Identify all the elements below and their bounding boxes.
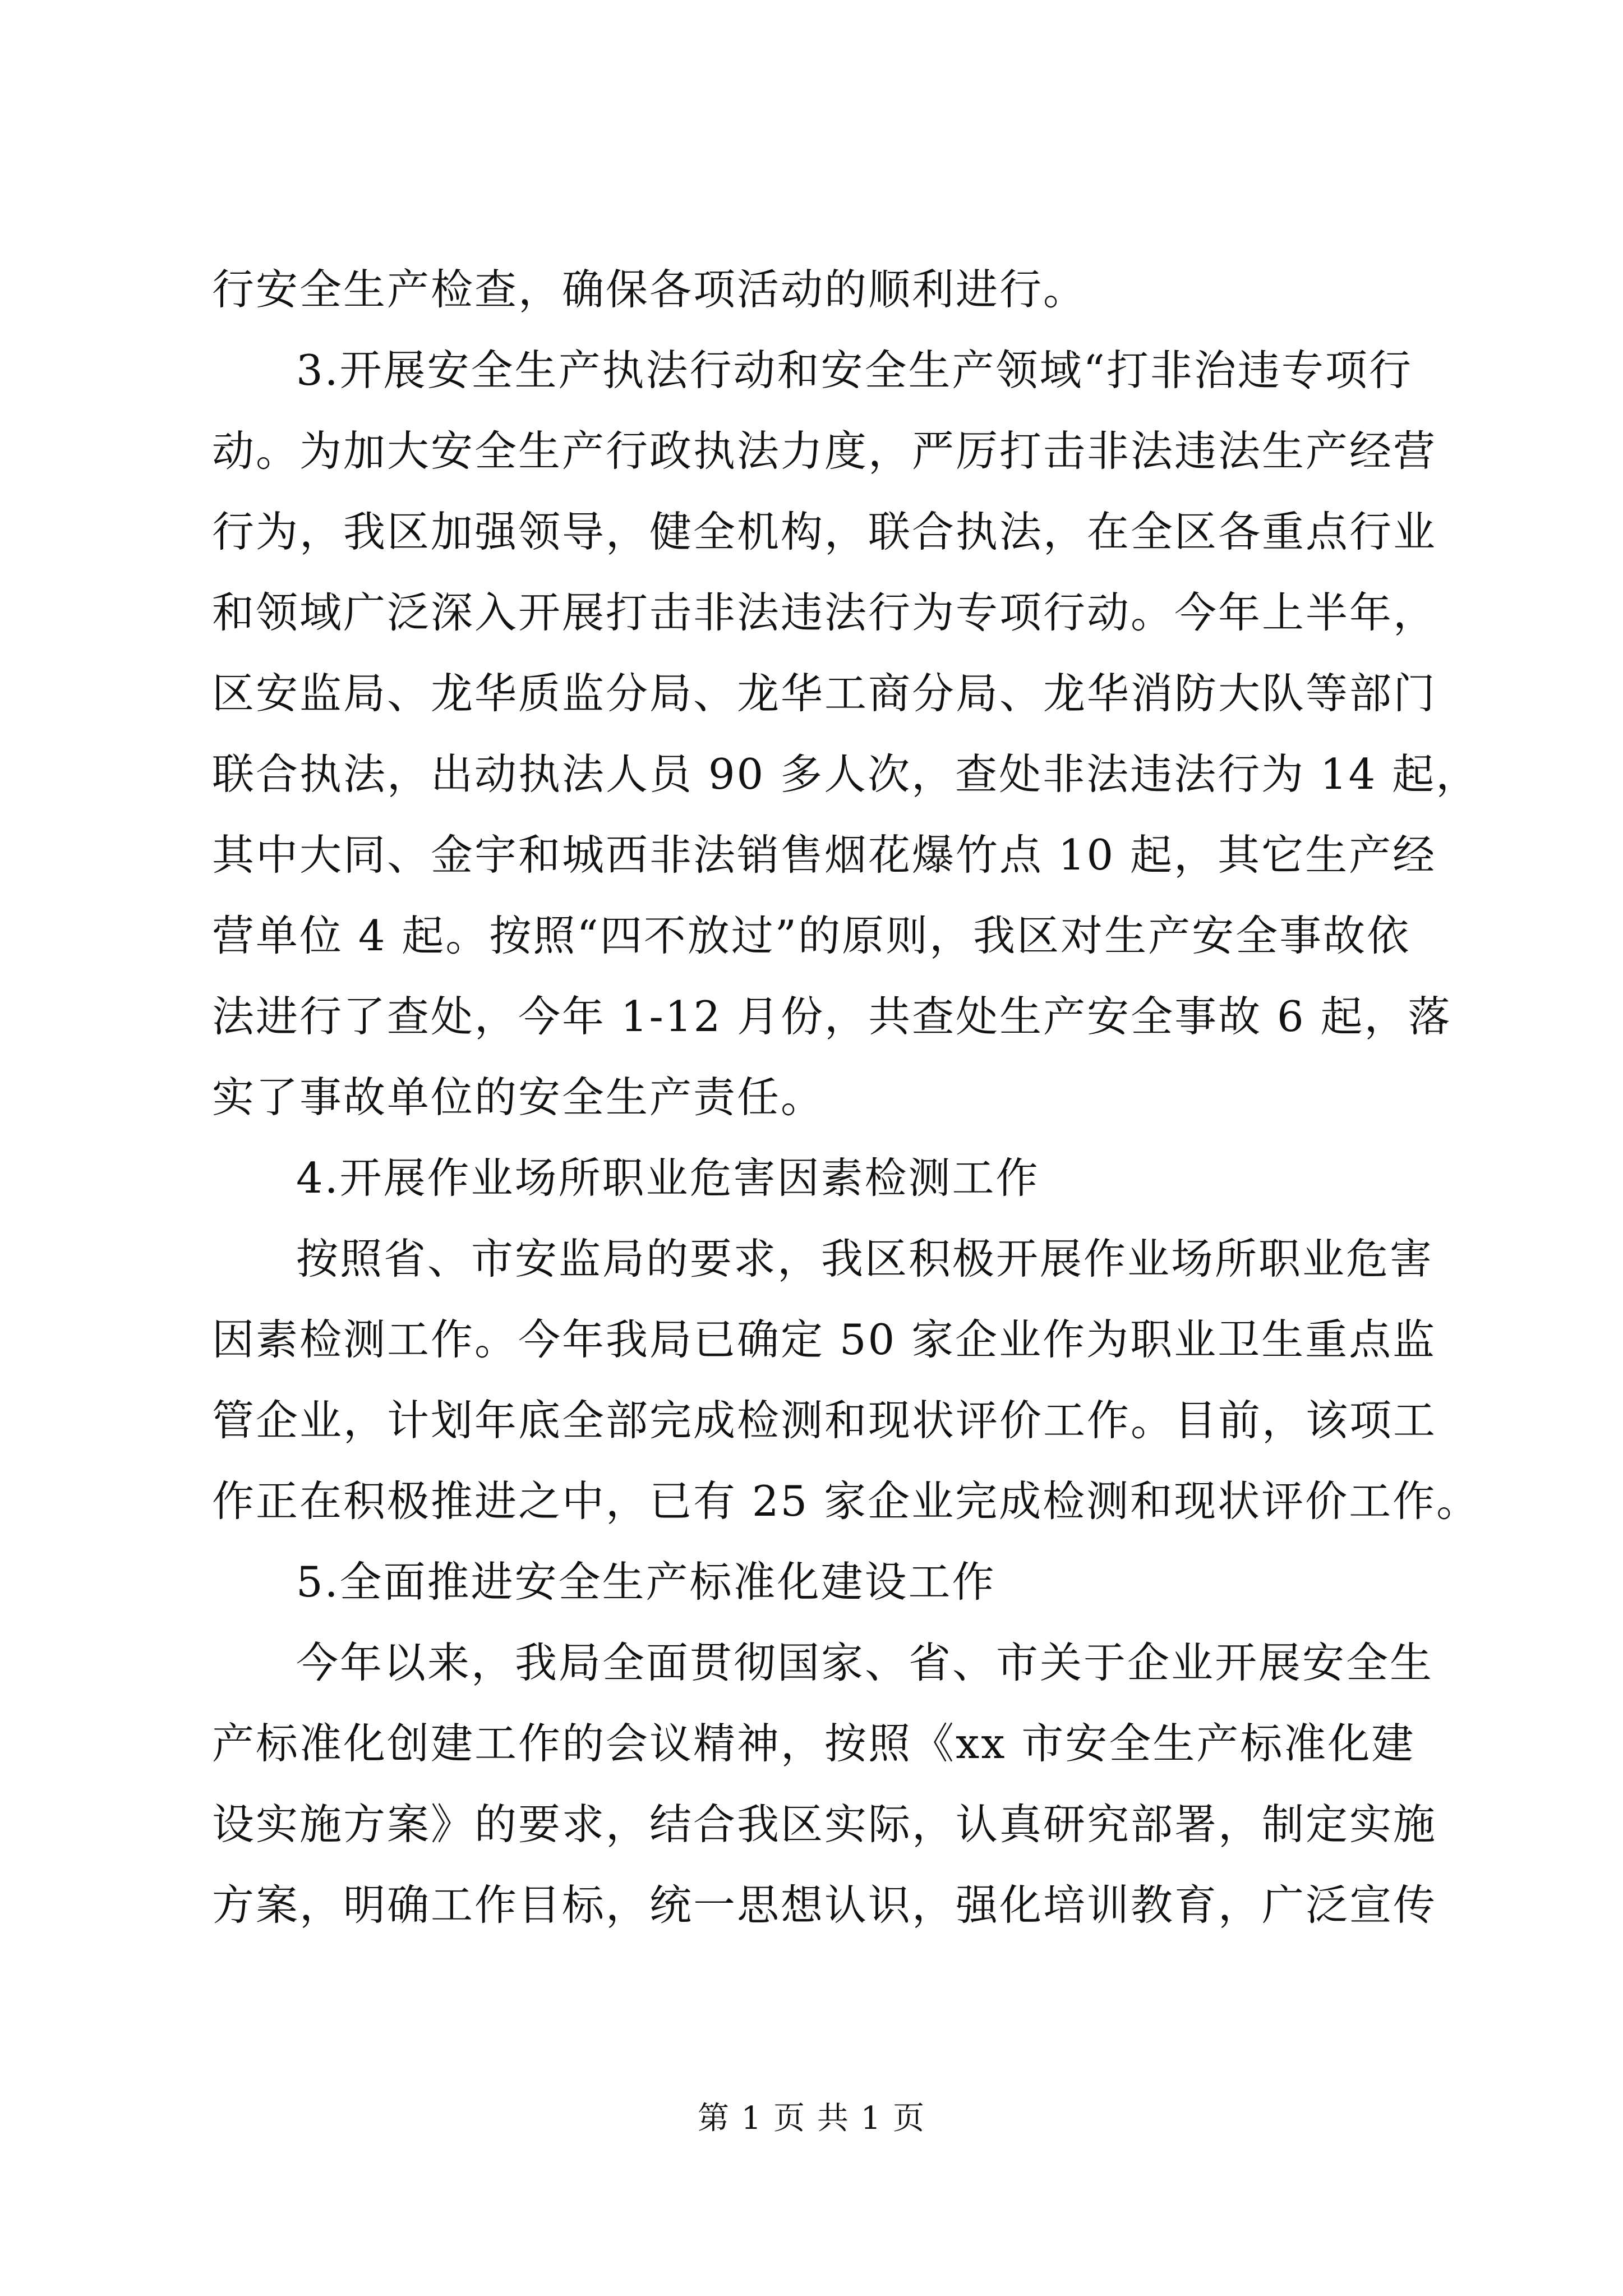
text-line: 和领域广泛深入开展打击非法违法行为专项行动。今年上半年，	[212, 588, 1437, 637]
text-line: 作正在积极推进之中，已有 25 家企业完成检测和现状评价工作。	[212, 1476, 1481, 1526]
text-line: 区安监局、龙华质监分局、龙华工商分局、龙华消防大队等部门	[212, 669, 1437, 718]
paragraph-start: 今年以来，我局全面贯彻国家、省、市关于企业开展安全生	[296, 1638, 1434, 1687]
text-line: 因素检测工作。今年我局已确定 50 家企业作为职业卫生重点监	[212, 1315, 1437, 1364]
section-heading-5: 5.全面推进安全生产标准化建设工作	[296, 1557, 996, 1607]
page-footer: 第 1 页 共 1 页	[697, 2100, 926, 2137]
text-line: 行为，我区加强领导，健全机构，联合执法，在全区各重点行业	[212, 507, 1437, 556]
text-line: 动。为加大安全生产行政执法力度，严厉打击非法违法生产经营	[212, 426, 1437, 476]
text-line: 管企业，计划年底全部完成检测和现状评价工作。目前，该项工	[212, 1396, 1437, 1445]
section-heading-4: 4.开展作业场所职业危害因素检测工作	[296, 1153, 1040, 1203]
text-line: 其中大同、金宇和城西非法销售烟花爆竹点 10 起，其它生产经	[212, 830, 1437, 880]
text-line: 产标准化创建工作的会议精神，按照《xx 市安全生产标准化建	[212, 1719, 1415, 1768]
text-line: 营单位 4 起。按照“四不放过”的原则，我区对生产安全事故依	[212, 911, 1411, 960]
text-line: 实了事故单位的安全生产责任。	[212, 1073, 825, 1122]
section-heading-3: 3.开展安全生产执法行动和安全生产领域“打非治违专项行	[296, 346, 1413, 395]
paragraph-start: 按照省、市安监局的要求，我区积极开展作业场所职业危害	[296, 1234, 1434, 1283]
text-line: 联合执法，出动执法人员 90 多人次，查处非法违法行为 14 起，	[212, 749, 1480, 799]
text-line: 行安全生产检查，确保各项活动的顺利进行。	[212, 265, 1087, 314]
text-line: 设实施方案》的要求，结合我区实际，认真研究部署，制定实施	[212, 1800, 1437, 1849]
document-body	[212, 249, 1481, 1945]
text-line: 方案，明确工作目标，统一思想认识，强化培训教育，广泛宣传	[212, 1880, 1437, 1930]
text-line: 法进行了查处，今年 1-12 月份，共查处生产安全事故 6 起，落	[212, 992, 1452, 1041]
